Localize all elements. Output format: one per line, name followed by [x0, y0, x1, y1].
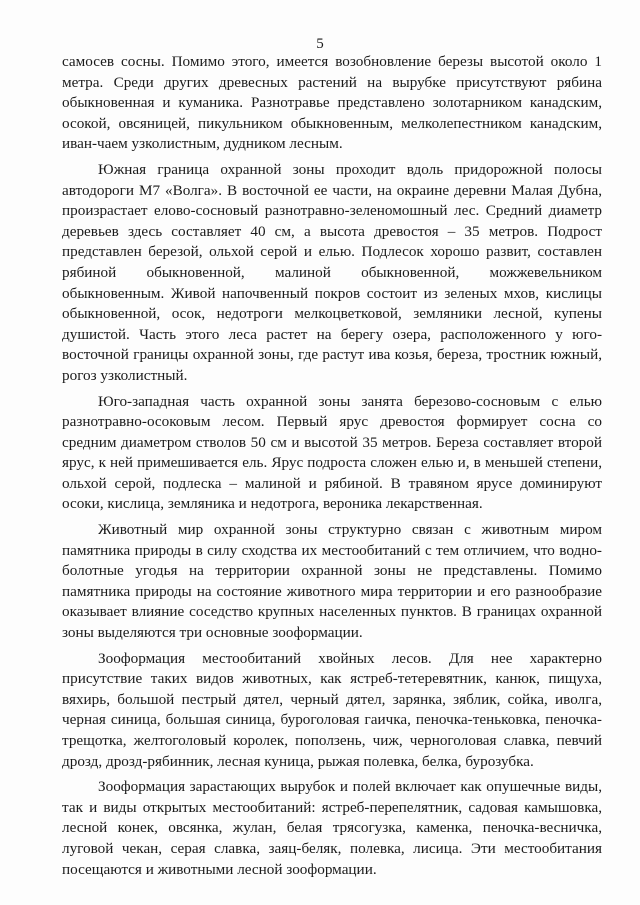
paragraph-clearings-zooformation: Зооформация зарастающих вырубок и полей включает как опушечные виды, так и виды открытых местообитаний: ястреб-перепелятник, садовая камышовка, лесной конек, овсянка, жулан, белая трясогузка, каменка, пеночка-весничка, луговой чекан, серая славка, заяц-беляк, полевка, лисица. Эти местообитания посещаются и животными лесной зооформации. [62, 778, 602, 878]
document-body [62, 52, 602, 885]
paragraph-meadow-vegetation: самосев сосны. Помимо этого, имеется возобновление березы высотой около 1 метра. Среди других древесных растений на вырубке присутствуют рябина обыкновенная и куманика. Разнотравье представлено золотарником канадским, осокой, овсяницей, пикульником обыкновенным, мелколепестником канадским, иван-чаем узколистным, дудником лесным. [62, 53, 602, 153]
paragraph-coniferous-zooformation: Зооформация местообитаний хвойных лесов. Для нее характерно присутствие таких видов животных, как ястреб-тетеревятник, канюк, пищуха, вяхирь, большой пестрый дятел, черный дятел, зарянка, зяблик, сойка, иволга, черная синица, большая синица, буроголовая гаичка, пеночка-теньковка, пеночка-трещотка, желтоголовый королек, поползень, чиж, черноголовая славка, певчий дрозд, дрозд-рябинник, лесная куница, рыжая полевка, белка, бурозубка. [62, 649, 602, 770]
paragraph-southwest-forest: Юго-западная часть охранной зоны занята березово-сосновым с елью разнотравно-осоковым лесом. Первый ярус древостоя формирует сосна со средним диаметром стволов 50 см и высотой 35 метров. Береза составляет второй ярус, к ней примешивается ель. Ярус подроста сложен елью и, в меньшей степени, ольхой серой, подлеска – малиной и рябиной. В травяном ярусе доминируют осоки, кислица, земляника и недотрога, вероника лекарственная. [62, 392, 602, 513]
page-number: 5 [316, 36, 324, 52]
paragraph-south-boundary: Южная граница охранной зоны проходит вдоль придорожной полосы автодороги М7 «Волга». В восточной ее части, на окраине деревни Малая Дубна, произрастает елово-сосновый разнотравно-зеленомошный лес. Средний диаметр деревьев здесь составляет 40 см, а высота древостоя – 35 метров. Подрост представлен березой, ольхой серой и елью. Подлесок хорошо развит, составлен рябиной обыкновенной, малиной обыкновенной, можжевельником обыкновенным. Живой напочвенный покров состоит из зеленых мхов, кислицы обыкновенной, осок, недотроги мелкоцветковой, земляники лесной, купены душистой. Часть этого леса растет на берегу озера, расположенного у юго-восточной границы охранной зоны, где растут ива козья, береза, тростник южный, рогоз узколистный. [62, 160, 602, 384]
paragraph-fauna-overview: Животный мир охранной зоны структурно связан с животным миром памятника природы в силу сходства их местообитаний с тем отличием, что водно-болотные угодья на территории охранной зоны не представлены. Помимо памятника природы на состояние животного мира территории и его разнообразие оказывает влияние соседство крупных населенных пунктов. В границах охранной зоны выделяются три основные зооформации. [62, 521, 602, 642]
